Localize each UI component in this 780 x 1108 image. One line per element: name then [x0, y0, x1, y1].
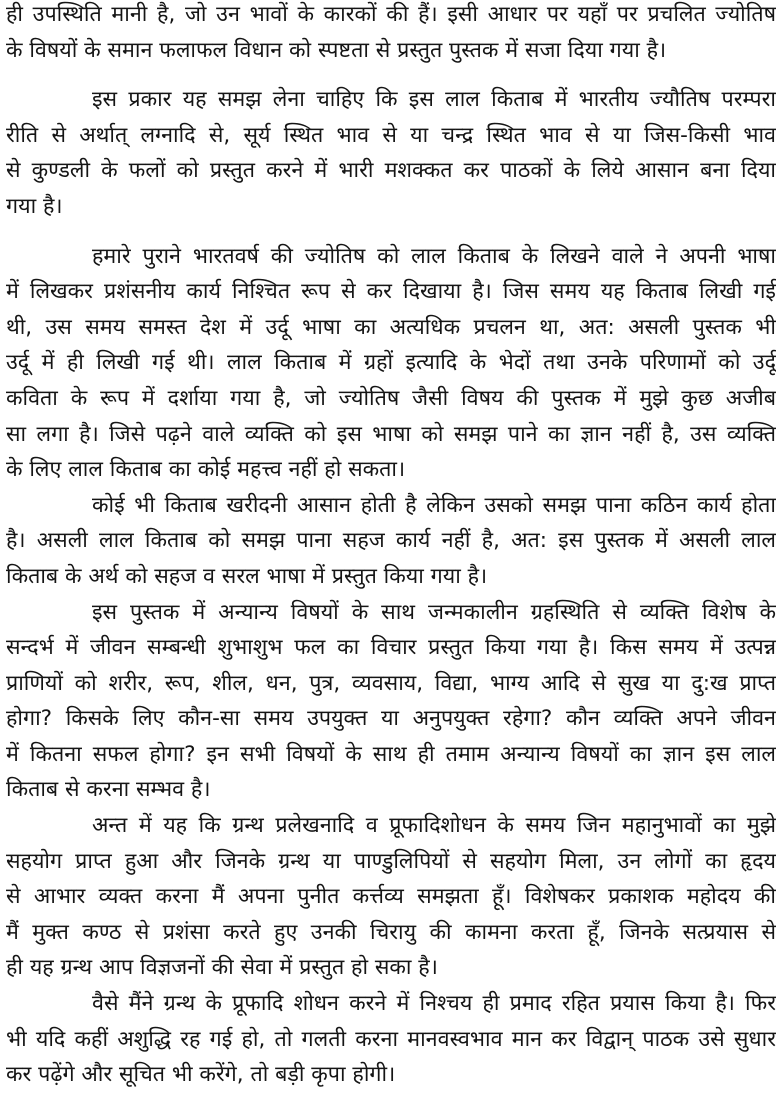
text-line: हमारे पुराने भारतवर्ष की ज्योतिष को लाल किताब के लिखने वाले ने अपनी भाषा — [92, 243, 776, 269]
text-line: इस प्रकार यह समझ लेना चाहिए कि इस लाल किताब में भारतीय ज्यौतिष परम्परा — [92, 87, 776, 113]
text-line: कोई भी किताब खरीदनी आसान होती है लेकिन उसको समझ पाना कठिन कार्य होता — [92, 492, 776, 518]
text-line: अन्त में यह कि ग्रन्थ प्रलेखनादि व प्रूफादिशोधन के समय जिन महानुभावों का मुझे — [92, 813, 776, 839]
paragraph — [6, 239, 776, 488]
text-line: वैसे मैंने ग्रन्थ के प्रूफादि शोधन करने में निश्चय ही प्रमाद रहित प्रयास किया है। फिर — [92, 991, 776, 1017]
text-line: गया है। — [6, 193, 63, 219]
text-line: के लिए लाल किताब का कोई महत्त्व नहीं हो सकता। — [6, 457, 406, 483]
text-line: उर्दू में ही लिखी गई थी। लाल किताब में ग्रहों इत्यादि के भेदों तथा उनके परिणामों को उर्दू — [6, 350, 776, 376]
text-line: प्राणियों को शरीर, रूप, शील, धन, पुत्र, व्यवसाय, विद्या, भाग्य आदि से सुख या दु:ख प्राप्त — [6, 670, 776, 696]
text-line: कविता के रूप में दर्शाया गया है, जो ज्योतिष जैसी विषय की पुस्तक में मुझे कुछ अजीब — [6, 385, 776, 411]
text-line: किताब के अर्थ को सहज व सरल भाषा में प्रस्तुत किया गया है। — [6, 563, 488, 589]
text-line: है। असली लाल किताब को समझ पाना सहज कार्य नहीं है, अत: इस पुस्तक में असली लाल — [6, 528, 776, 554]
paragraph — [6, 0, 776, 68]
text-line: में कितना सफल होगा? इन सभी विषयों के साथ ही तमाम अन्यान्य विषयों का ज्ञान इस लाल — [6, 741, 776, 767]
paragraph — [6, 82, 776, 224]
paragraph — [6, 808, 776, 986]
text-line: सहयोग प्राप्त हुआ और जिनके ग्रन्थ या पाण्डुलिपियों से सहयोग मिला, उन लोगों का हृदय — [6, 848, 776, 874]
text-line: होगा? किसके लिए कौन-सा समय उपयुक्त या अनुपयुक्त रहेगा? कौन व्यक्ति अपने जीवन — [6, 706, 776, 732]
paragraph — [6, 986, 776, 1093]
text-line: से कुण्डली के फलों को प्रस्तुत करने में भारी मशक्कत कर पाठकों के लिये आसान बना दिया — [6, 158, 776, 184]
text-line: थी, उस समय समस्त देश में उर्दू भाषा का अत्यधिक प्रचलन था, अत: असली पुस्तक भी — [6, 314, 776, 340]
text-line: सा लगा है। जिसे पढ़ने वाले व्यक्ति को इस भाषा को समझ पाने का ज्ञान नहीं है, उस व्यक्ति — [6, 421, 776, 447]
text-line: सन्दर्भ में जीवन सम्बन्धी शुभाशुभ फल का विचार प्रस्तुत किया गया है। किस समय में उत्पन्न — [6, 635, 776, 661]
text-line: किताब से करना सम्भव है। — [6, 777, 211, 803]
text-line: रीति से अर्थात् लग्नादि से, सूर्य स्थित भाव से या चन्द्र स्थित भाव से या जिस-किसी भाव — [6, 122, 776, 148]
text-line: मैं मुक्त कण्ठ से प्रशंसा करते हुए उनकी चिरायु की कामना करता हूँ, जिनके सत्प्रयास से — [6, 919, 776, 945]
paragraph — [6, 595, 776, 809]
document-page — [6, 0, 776, 1093]
text-line: इस पुस्तक में अन्यान्य विषयों के साथ जन्मकालीन ग्रहस्थिति से व्यक्ति विशेष के — [92, 599, 776, 625]
text-line: भी यदि कहीं अशुद्धि रह गई हो, तो गलती करना मानवस्वभाव मान कर विद्वान् पाठक उसे सुधार — [6, 1026, 776, 1052]
text-line: ही उपस्थिति मानी है, जो उन भावों के कारकों की हैं। इसी आधार पर यहाँ पर प्रचलित ज्योतिष — [6, 2, 776, 27]
paragraph — [6, 488, 776, 595]
text-line: में लिखकर प्रशंसनीय कार्य निश्चित रूप से कर दिखाया है। जिस समय यह किताब लिखी गई — [6, 279, 776, 305]
text-line: से आभार व्यक्त करना मैं अपना पुनीत कर्त्तव्य समझता हूँ। विशेषकर प्रकाशक महोदय की — [6, 884, 776, 910]
text-line: के विषयों के समान फलाफल विधान को स्पष्टता से प्रस्तुत पुस्तक में सजा दिया गया है। — [6, 37, 667, 63]
text-line: कर पढ़ेंगे और सूचित भी करेंगे, तो बड़ी कृपा होगी। — [6, 1062, 396, 1088]
text-line: ही यह ग्रन्थ आप विज्ञजनों की सेवा में प्रस्तुत हो सका है। — [6, 955, 438, 981]
